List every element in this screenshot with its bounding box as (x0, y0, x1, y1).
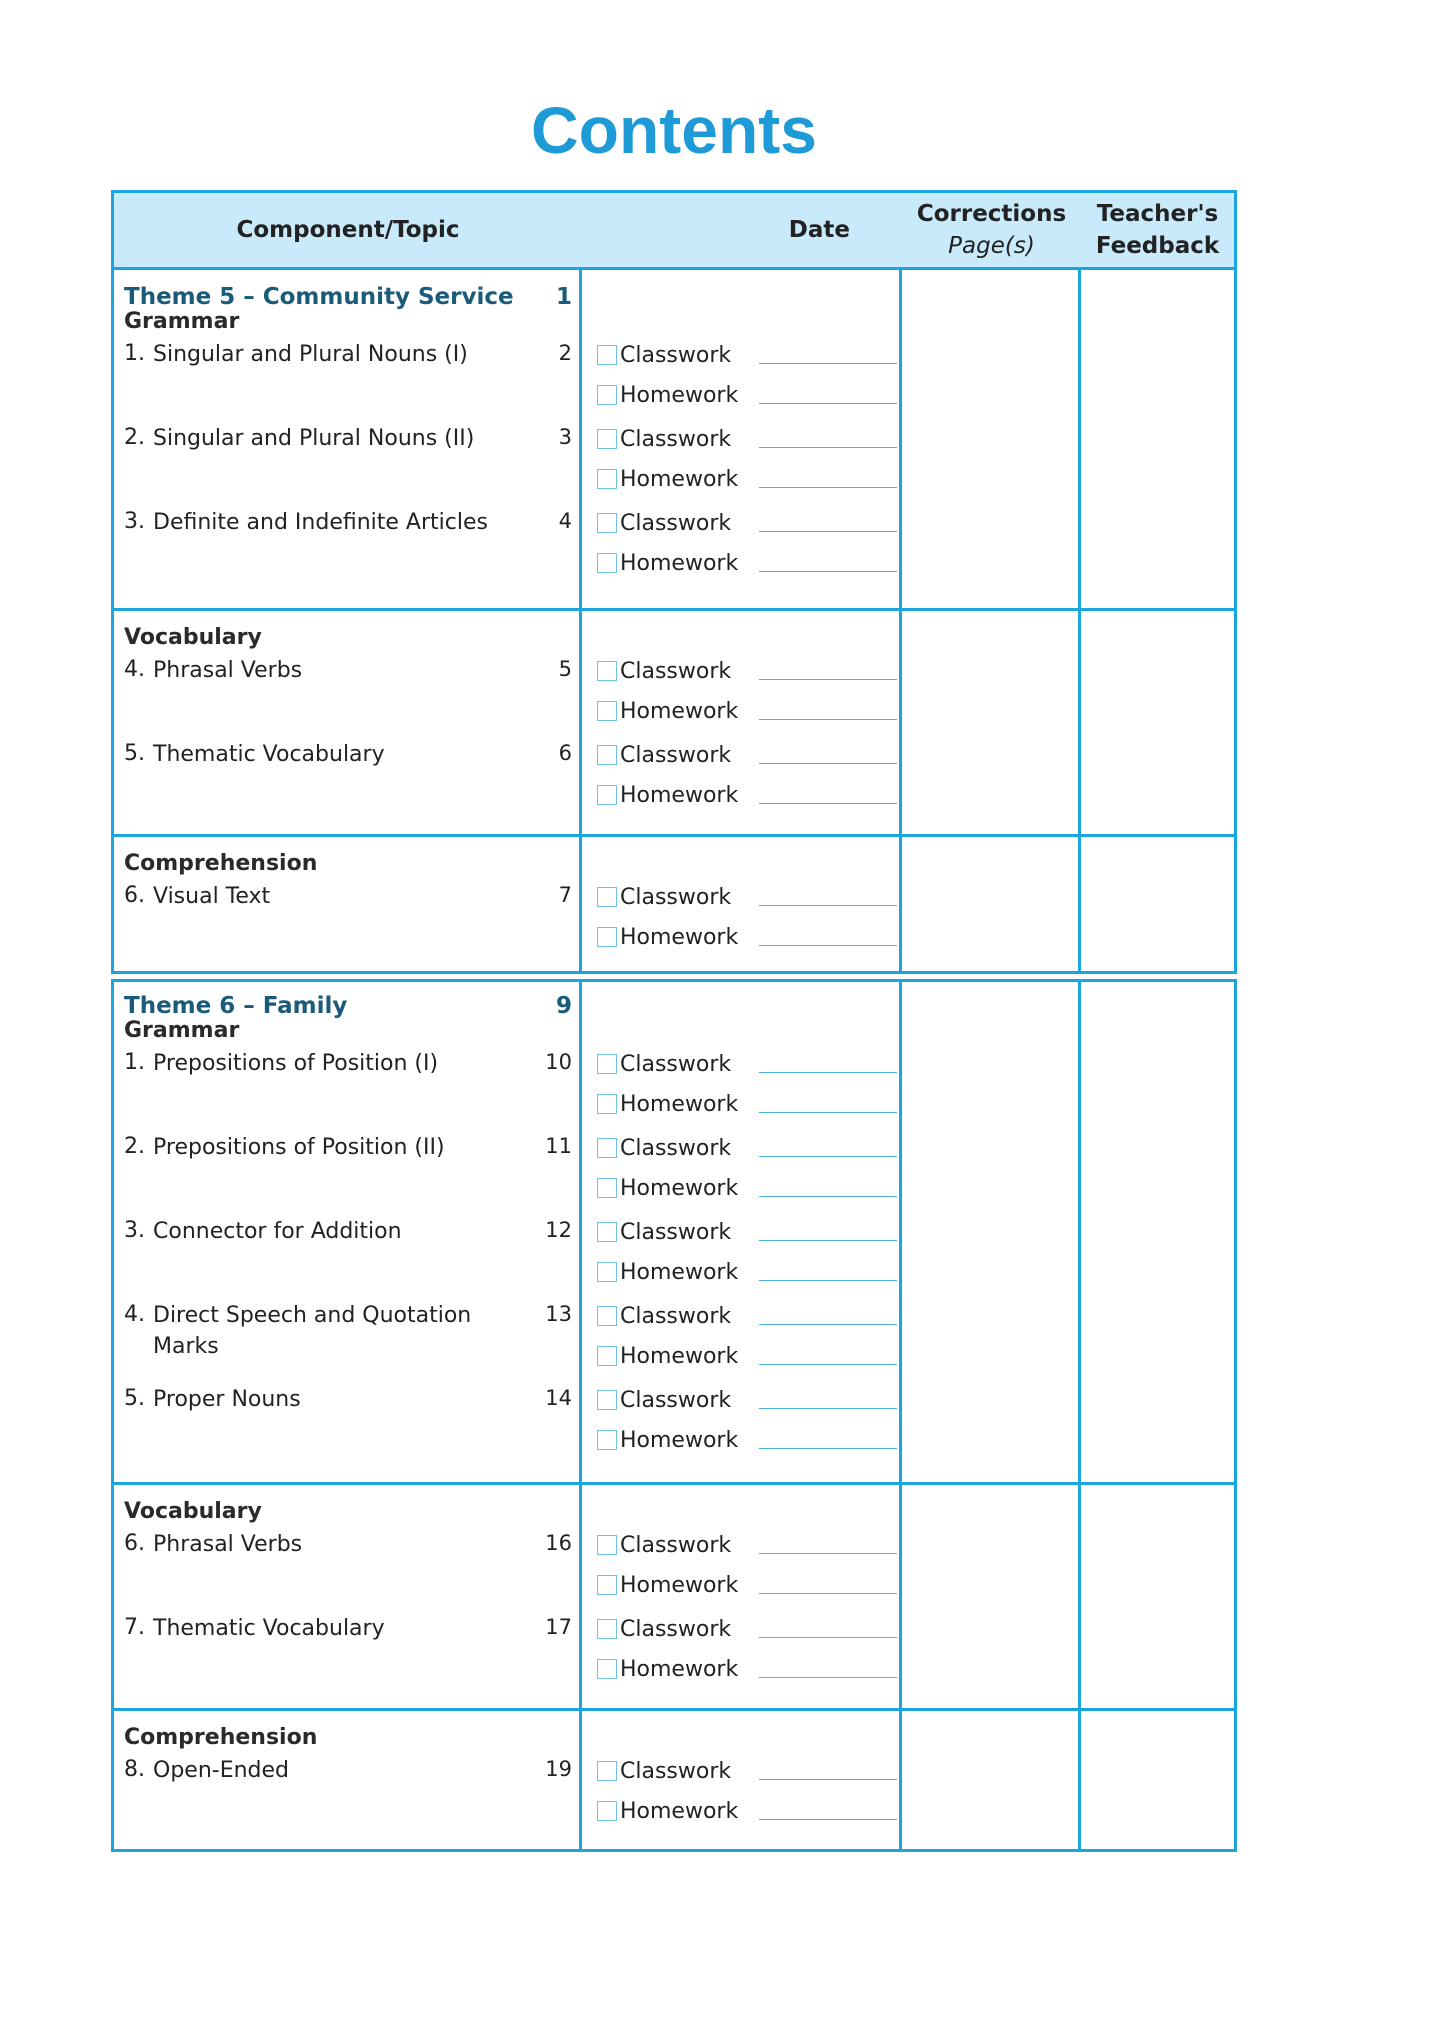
homework-label: Homework (620, 1427, 739, 1453)
homework-label: Homework (620, 550, 739, 576)
classwork-checkbox[interactable] (597, 1306, 617, 1326)
homework-label: Homework (620, 466, 739, 492)
classwork-checkbox[interactable] (597, 1761, 617, 1781)
table-header (111, 190, 1237, 270)
homework-label: Homework (620, 698, 739, 724)
homework-row (597, 1796, 750, 1826)
item-title: Visual Text (153, 884, 271, 909)
column-divider (579, 1485, 582, 1711)
section-vocabulary (111, 611, 1237, 837)
homework-checkbox[interactable] (597, 1430, 617, 1450)
homework-row (597, 696, 750, 726)
item-title: Singular and Plural Nouns (II) (153, 426, 475, 451)
item-title: Proper Nouns (153, 1387, 301, 1412)
classwork-checkbox[interactable] (597, 1138, 617, 1158)
section-comprehension (111, 1711, 1237, 1852)
classwork-row (597, 1301, 750, 1331)
homework-date-field[interactable] (759, 1280, 897, 1281)
category-heading: Vocabulary (124, 1499, 262, 1524)
theme-page-number: 9 (555, 993, 572, 1019)
homework-checkbox[interactable] (597, 1575, 617, 1595)
homework-label: Homework (620, 782, 739, 808)
homework-checkbox[interactable] (597, 469, 617, 489)
classwork-date-field[interactable] (759, 1240, 897, 1241)
item-page-number: 14 (545, 1386, 572, 1410)
item-page-number: 12 (545, 1218, 572, 1242)
classwork-label: Classwork (620, 1387, 732, 1413)
section-grammar (111, 270, 1237, 611)
item-title: Thematic Vocabulary (153, 1616, 385, 1641)
classwork-row (597, 1217, 750, 1247)
item-page-number: 5 (558, 657, 572, 681)
homework-label: Homework (620, 1091, 739, 1117)
item-page-number: 6 (558, 741, 572, 765)
item-number: 8. (124, 1757, 145, 1782)
classwork-label: Classwork (620, 884, 732, 910)
item-number: 2. (124, 1134, 145, 1159)
theme-page-number: 1 (555, 284, 572, 310)
item-title: Definite and Indefinite Articles (153, 510, 488, 535)
classwork-row (597, 424, 750, 454)
item-page-number: 3 (558, 425, 572, 449)
classwork-row (597, 740, 750, 770)
homework-row (597, 1570, 750, 1600)
feedback-cell[interactable] (1081, 840, 1231, 971)
homework-row (597, 1257, 750, 1287)
classwork-row (597, 1385, 750, 1415)
homework-row (597, 780, 750, 810)
classwork-checkbox[interactable] (597, 1054, 617, 1074)
item-title: Direct Speech and Quotation Marks (153, 1303, 472, 1359)
classwork-checkbox[interactable] (597, 1619, 617, 1639)
feedback-cell[interactable] (1081, 1714, 1231, 1849)
item-number: 6. (124, 1531, 145, 1556)
item-title: Phrasal Verbs (153, 658, 303, 683)
homework-date-field[interactable] (759, 803, 897, 804)
homework-row (597, 1654, 750, 1684)
classwork-checkbox[interactable] (597, 1535, 617, 1555)
homework-row (597, 380, 750, 410)
category-heading: Vocabulary (124, 625, 262, 650)
column-divider (579, 837, 582, 974)
homework-checkbox[interactable] (597, 1094, 617, 1114)
classwork-checkbox[interactable] (597, 513, 617, 533)
classwork-row (597, 1049, 750, 1079)
homework-date-field[interactable] (759, 1112, 897, 1113)
header-feedback-line1: Teacher's (1096, 201, 1219, 227)
classwork-row (597, 1756, 750, 1786)
category-heading: Comprehension (124, 851, 318, 876)
feedback-cell[interactable] (1081, 273, 1231, 608)
classwork-date-field[interactable] (759, 1553, 897, 1554)
item-number: 6. (124, 883, 145, 908)
corrections-cell[interactable] (902, 840, 1078, 971)
item-title: Prepositions of Position (I) (153, 1051, 439, 1076)
section-comprehension (111, 837, 1237, 974)
category-heading: Comprehension (124, 1725, 318, 1750)
feedback-cell[interactable] (1081, 982, 1231, 1482)
classwork-label: Classwork (620, 1758, 732, 1784)
homework-label: Homework (620, 1175, 739, 1201)
item-title: Open-Ended (153, 1758, 290, 1783)
item-number: 3. (124, 1218, 145, 1243)
classwork-label: Classwork (620, 510, 732, 536)
item-page-number: 10 (545, 1050, 572, 1074)
classwork-checkbox[interactable] (597, 661, 617, 681)
homework-label: Homework (620, 1259, 739, 1285)
corrections-cell[interactable] (902, 273, 1078, 608)
classwork-date-field[interactable] (759, 363, 897, 364)
classwork-date-field[interactable] (759, 531, 897, 532)
item-page-number: 4 (558, 509, 572, 533)
classwork-row (597, 882, 750, 912)
homework-label: Homework (620, 382, 739, 408)
header-corrections-sub: Page(s) (948, 233, 1035, 259)
classwork-checkbox[interactable] (597, 1222, 617, 1242)
item-page-number: 2 (558, 341, 572, 365)
item-number: 2. (124, 425, 145, 450)
homework-date-field[interactable] (759, 487, 897, 488)
classwork-label: Classwork (620, 658, 732, 684)
header-corrections (902, 193, 1081, 267)
theme-title: Theme 5 – Community Service (124, 284, 514, 310)
column-divider (579, 979, 582, 1485)
classwork-date-field[interactable] (759, 905, 897, 906)
classwork-date-field[interactable] (759, 1779, 897, 1780)
homework-row (597, 1341, 750, 1371)
row-divider (111, 971, 1237, 974)
classwork-row (597, 508, 750, 538)
row-divider (111, 1849, 1237, 1852)
category-heading: Grammar (124, 1018, 240, 1043)
classwork-label: Classwork (620, 1616, 732, 1642)
item-title: Thematic Vocabulary (153, 742, 385, 767)
item-number: 5. (124, 741, 145, 766)
homework-date-field[interactable] (759, 1819, 897, 1820)
homework-checkbox[interactable] (597, 1262, 617, 1282)
homework-date-field[interactable] (759, 571, 897, 572)
classwork-row (597, 1133, 750, 1163)
category-heading: Grammar (124, 309, 240, 334)
item-number: 4. (124, 657, 145, 682)
homework-row (597, 464, 750, 494)
header-corrections-label: Corrections (916, 201, 1067, 227)
item-page-number: 16 (545, 1531, 572, 1555)
homework-checkbox[interactable] (597, 701, 617, 721)
homework-checkbox[interactable] (597, 1801, 617, 1821)
homework-row (597, 922, 750, 952)
homework-checkbox[interactable] (597, 385, 617, 405)
homework-date-field[interactable] (759, 1364, 897, 1365)
classwork-label: Classwork (620, 1051, 732, 1077)
classwork-date-field[interactable] (759, 679, 897, 680)
item-page-number: 13 (545, 1302, 572, 1326)
classwork-date-field[interactable] (759, 447, 897, 448)
section-vocabulary (111, 1485, 1237, 1711)
feedback-cell[interactable] (1081, 1488, 1231, 1708)
item-page-number: 11 (545, 1134, 572, 1158)
classwork-checkbox[interactable] (597, 745, 617, 765)
theme-title: Theme 6 – Family (124, 993, 348, 1019)
classwork-row (597, 340, 750, 370)
section-grammar (111, 979, 1237, 1485)
item-number: 7. (124, 1615, 145, 1640)
corrections-cell[interactable] (902, 982, 1078, 1482)
homework-checkbox[interactable] (597, 785, 617, 805)
item-title: Prepositions of Position (II) (153, 1135, 445, 1160)
classwork-label: Classwork (620, 1303, 732, 1329)
classwork-checkbox[interactable] (597, 345, 617, 365)
homework-checkbox[interactable] (597, 927, 617, 947)
header-topic: Component/Topic (236, 217, 460, 243)
classwork-label: Classwork (620, 342, 732, 368)
item-number: 1. (124, 341, 145, 366)
classwork-date-field[interactable] (759, 1072, 897, 1073)
classwork-date-field[interactable] (759, 1408, 897, 1409)
homework-date-field[interactable] (759, 1593, 897, 1594)
column-divider (579, 270, 582, 611)
homework-row (597, 1425, 750, 1455)
homework-row (597, 1173, 750, 1203)
corrections-cell[interactable] (902, 1714, 1078, 1849)
item-page-number: 7 (558, 883, 572, 907)
homework-label: Homework (620, 1572, 739, 1598)
homework-checkbox[interactable] (597, 1346, 617, 1366)
feedback-cell[interactable] (1081, 614, 1231, 834)
homework-date-field[interactable] (759, 719, 897, 720)
classwork-checkbox[interactable] (597, 887, 617, 907)
homework-label: Homework (620, 1798, 739, 1824)
homework-date-field[interactable] (759, 1448, 897, 1449)
theme-separator (111, 979, 1237, 982)
classwork-row (597, 1614, 750, 1644)
item-number: 5. (124, 1386, 145, 1411)
column-divider (579, 1711, 582, 1852)
page-title: Contents (531, 93, 817, 167)
item-page-number: 17 (545, 1615, 572, 1639)
item-page-number: 19 (545, 1757, 572, 1781)
homework-checkbox[interactable] (597, 1659, 617, 1679)
homework-label: Homework (620, 1656, 739, 1682)
header-feedback (1081, 193, 1234, 267)
homework-label: Homework (620, 1343, 739, 1369)
classwork-label: Classwork (620, 1532, 732, 1558)
classwork-checkbox[interactable] (597, 429, 617, 449)
classwork-row (597, 656, 750, 686)
classwork-date-field[interactable] (759, 763, 897, 764)
classwork-row (597, 1530, 750, 1560)
homework-date-field[interactable] (759, 403, 897, 404)
homework-checkbox[interactable] (597, 553, 617, 573)
classwork-date-field[interactable] (759, 1156, 897, 1157)
homework-row (597, 1089, 750, 1119)
header-feedback-line2: Feedback (1095, 233, 1220, 259)
item-title: Phrasal Verbs (153, 1532, 303, 1557)
classwork-label: Classwork (620, 1219, 732, 1245)
homework-date-field[interactable] (759, 1196, 897, 1197)
column-divider (579, 611, 582, 837)
corrections-cell[interactable] (902, 614, 1078, 834)
item-number: 4. (124, 1302, 145, 1327)
item-title: Connector for Addition (153, 1219, 402, 1244)
item-number: 1. (124, 1050, 145, 1075)
homework-checkbox[interactable] (597, 1178, 617, 1198)
header-date: Date (788, 217, 850, 243)
classwork-label: Classwork (620, 742, 732, 768)
homework-label: Homework (620, 924, 739, 950)
homework-date-field[interactable] (759, 1677, 897, 1678)
homework-row (597, 548, 750, 578)
classwork-label: Classwork (620, 426, 732, 452)
classwork-checkbox[interactable] (597, 1390, 617, 1410)
classwork-label: Classwork (620, 1135, 732, 1161)
classwork-date-field[interactable] (759, 1637, 897, 1638)
item-number: 3. (124, 509, 145, 534)
homework-date-field[interactable] (759, 945, 897, 946)
item-title: Singular and Plural Nouns (I) (153, 342, 468, 367)
corrections-cell[interactable] (902, 1488, 1078, 1708)
classwork-date-field[interactable] (759, 1324, 897, 1325)
